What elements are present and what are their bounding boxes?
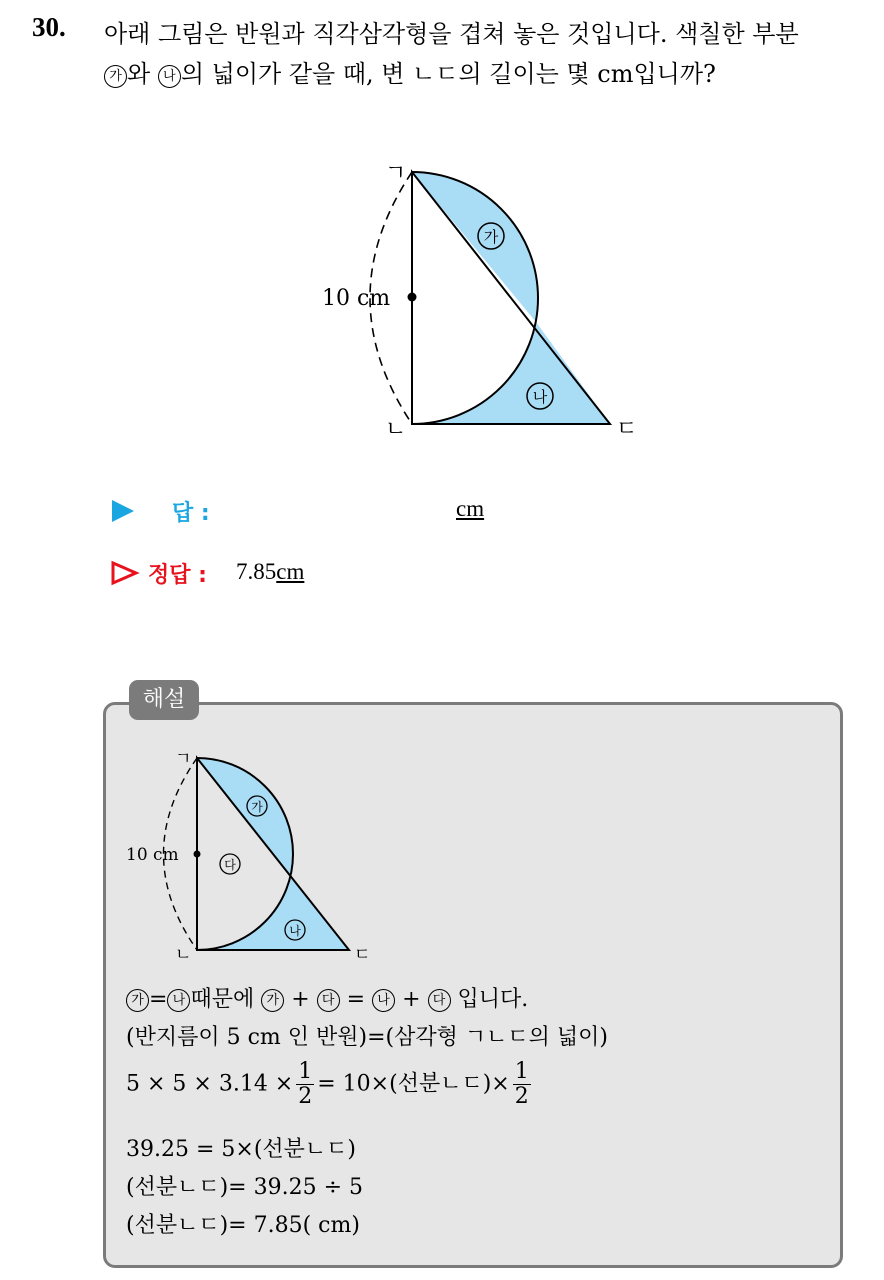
sol-mark-c2: 다 xyxy=(428,989,451,1012)
sol-text-end: 입니다. xyxy=(457,987,529,1012)
main-figure xyxy=(0,0,884,470)
fraction-1 xyxy=(296,1060,314,1109)
fraction-2 xyxy=(513,1060,531,1109)
fraction-2-denominator: 2 xyxy=(514,1084,529,1109)
solution-line2: (반지름이 5 cm 인 반원)=(삼각형 ㄱㄴㄷ의 넓이) xyxy=(126,1025,608,1050)
fraction-1-numerator: 1 xyxy=(298,1059,313,1084)
solution-figure xyxy=(0,700,884,970)
sol-formula-left: 5 × 5 × 3.14 × xyxy=(126,1071,294,1097)
midpoint-dot xyxy=(408,293,417,302)
solution-line1 xyxy=(126,982,528,1013)
correct-label: 정답 : xyxy=(148,563,207,588)
answer-arrow-icon xyxy=(110,498,136,524)
question-number: 30. xyxy=(32,12,66,42)
fraction-2-numerator: 1 xyxy=(514,1059,529,1084)
question-text-line1: 아래 그림은 반원과 직각삼각형을 겹쳐 놓은 것입니다. 색칠한 부분 xyxy=(104,20,799,48)
sol-length-label: 10 cm xyxy=(126,845,179,865)
region-mark-b: 나 xyxy=(158,65,181,88)
solution-line4: 39.25 = 5×(선분ㄴㄷ) xyxy=(126,1137,357,1162)
sol-vertex-right-label: ㄷ xyxy=(354,945,371,965)
sol-vertex-bottom-label: ㄴ xyxy=(175,945,192,965)
sol-region-a-label: 가 xyxy=(251,800,263,814)
vertex-bottom-label: ㄴ xyxy=(385,417,407,442)
sol-mark-b2: 나 xyxy=(372,989,395,1012)
sol-plus1: + xyxy=(291,987,310,1012)
sol-mark-a2: 가 xyxy=(261,989,284,1012)
sol-mark-c1: 다 xyxy=(317,989,340,1012)
sol-eq2: = xyxy=(346,987,366,1012)
sol-region-c-label: 다 xyxy=(224,858,236,872)
sol-formula-mid: = 10×(선분ㄴㄷ)× xyxy=(317,1071,510,1097)
correct-value: 7.85 xyxy=(236,559,277,584)
correct-arrow-icon xyxy=(110,560,140,586)
solution-line6: (선분ㄴㄷ)= 7.85( cm) xyxy=(126,1213,360,1238)
sol-mark-a: 가 xyxy=(126,989,149,1012)
vertex-right-label: ㄷ xyxy=(616,417,638,442)
question-text-and: 와 xyxy=(127,60,151,88)
solution-line3 xyxy=(126,1060,534,1109)
correct-unit: cm xyxy=(276,559,305,584)
region-mark-a: 가 xyxy=(104,65,127,88)
sol-vertex-top-label: ㄱ xyxy=(175,749,192,769)
solution-tab: 해설 xyxy=(129,680,199,720)
answer-label: 답 : xyxy=(172,501,210,526)
correct-answer xyxy=(236,559,304,585)
question-text-rest: 의 넓이가 같을 때, 변 ㄴㄷ의 길이는 몇 cm입니까? xyxy=(180,60,716,88)
region-b-label: 나 xyxy=(532,388,548,406)
region-a-label: 가 xyxy=(483,228,499,246)
solution-line5: (선분ㄴㄷ)= 39.25 ÷ 5 xyxy=(126,1175,363,1200)
vertex-top-label: ㄱ xyxy=(385,161,407,186)
sol-mark-b: 나 xyxy=(167,989,190,1012)
sol-midpoint-dot xyxy=(194,851,201,858)
sol-plus2: + xyxy=(402,987,421,1012)
sol-text-because: 때문에 xyxy=(190,987,255,1012)
region-b-shade xyxy=(412,322,610,424)
length-label: 10 cm xyxy=(322,286,391,311)
sol-eq: = xyxy=(149,987,168,1012)
answer-unit: cm xyxy=(456,496,485,521)
fraction-1-denominator: 2 xyxy=(298,1084,313,1109)
sol-region-b-label: 나 xyxy=(289,924,301,938)
